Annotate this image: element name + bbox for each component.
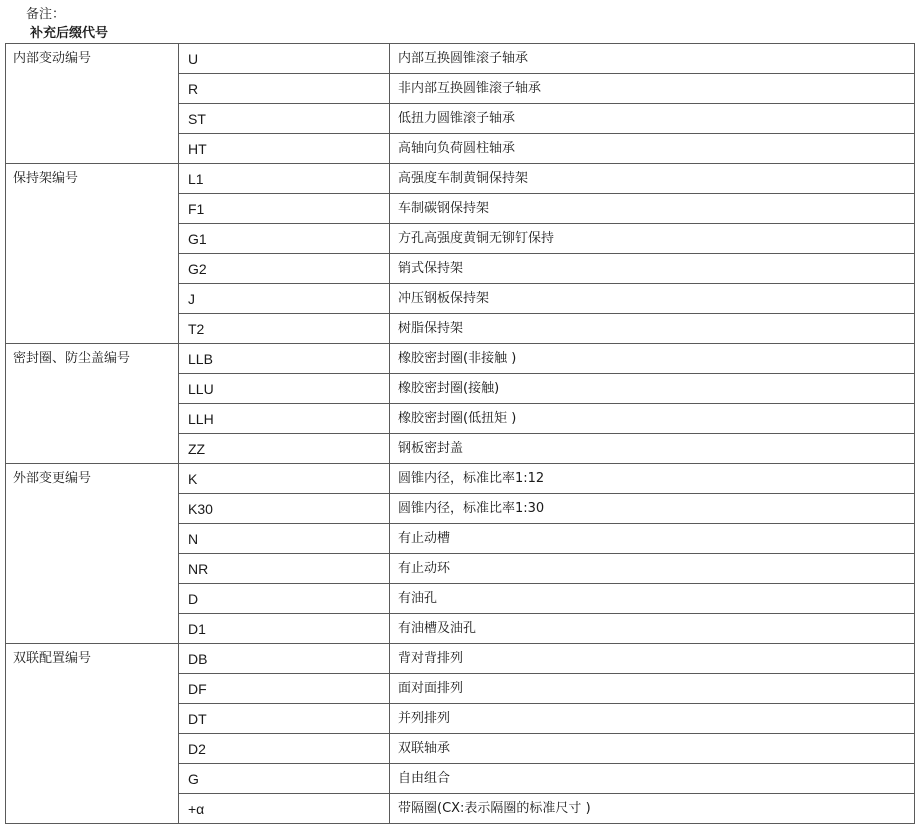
code-cell: R [179,74,390,104]
description-cell: 高强度车制黄铜保持架 [390,164,915,194]
description-cell: 橡胶密封圈(低扭矩 ) [390,404,915,434]
code-cell: LLH [179,404,390,434]
description-cell: 冲压钢板保持架 [390,284,915,314]
code-cell: ST [179,104,390,134]
description-cell: 橡胶密封圈(非接触 ) [390,344,915,374]
code-cell: T2 [179,314,390,344]
code-cell: LLU [179,374,390,404]
table-row [6,44,915,74]
description-cell: 圆锥内径，标准比率1:30 [390,494,915,524]
code-cell: G2 [179,254,390,284]
table-row [6,164,915,194]
code-cell: J [179,284,390,314]
description-cell: 有止动环 [390,554,915,584]
suffix-code-table [5,43,915,824]
description-cell: 车制碳钢保持架 [390,194,915,224]
description-cell: 内部互换圆锥滚子轴承 [390,44,915,74]
table-row [6,464,915,494]
code-cell: F1 [179,194,390,224]
section-heading: 补充后缀代号 [30,26,109,41]
group-name-cell: 内部变动编号 [6,44,179,164]
code-cell: +α [179,794,390,824]
description-cell: 非内部互换圆锥滚子轴承 [390,74,915,104]
description-cell: 双联轴承 [390,734,915,764]
suffix-code-table-body [6,44,915,824]
description-cell: 有止动槽 [390,524,915,554]
code-cell: D1 [179,614,390,644]
description-cell: 橡胶密封圈(接触) [390,374,915,404]
code-cell: N [179,524,390,554]
description-cell: 钢板密封盖 [390,434,915,464]
code-cell: NR [179,554,390,584]
description-cell: 有油槽及油孔 [390,614,915,644]
table-row [6,644,915,674]
code-cell: K [179,464,390,494]
code-cell: DB [179,644,390,674]
description-cell: 面对面排列 [390,674,915,704]
code-cell: ZZ [179,434,390,464]
description-cell: 销式保持架 [390,254,915,284]
description-cell: 并列排列 [390,704,915,734]
code-cell: HT [179,134,390,164]
code-cell: K30 [179,494,390,524]
table-row [6,344,915,374]
description-cell: 低扭力圆锥滚子轴承 [390,104,915,134]
description-cell: 自由组合 [390,764,915,794]
group-name-cell: 密封圈、防尘盖编号 [6,344,179,464]
description-cell: 圆锥内径，标准比率1:12 [390,464,915,494]
description-cell: 树脂保持架 [390,314,915,344]
group-name-cell: 双联配置编号 [6,644,179,824]
code-cell: G [179,764,390,794]
code-cell: LLB [179,344,390,374]
note-label: 备注： [26,7,66,22]
code-cell: D2 [179,734,390,764]
code-cell: D [179,584,390,614]
group-name-cell: 保持架编号 [6,164,179,344]
description-cell: 有油孔 [390,584,915,614]
code-cell: G1 [179,224,390,254]
code-cell: DT [179,704,390,734]
description-cell: 方孔高强度黄铜无铆钉保持 [390,224,915,254]
description-cell: 高轴向负荷圆柱轴承 [390,134,915,164]
code-cell: DF [179,674,390,704]
group-name-cell: 外部变更编号 [6,464,179,644]
description-cell: 带隔圈(CX:表示隔圈的标准尺寸 ) [390,794,915,824]
description-cell: 背对背排列 [390,644,915,674]
code-cell: L1 [179,164,390,194]
code-cell: U [179,44,390,74]
